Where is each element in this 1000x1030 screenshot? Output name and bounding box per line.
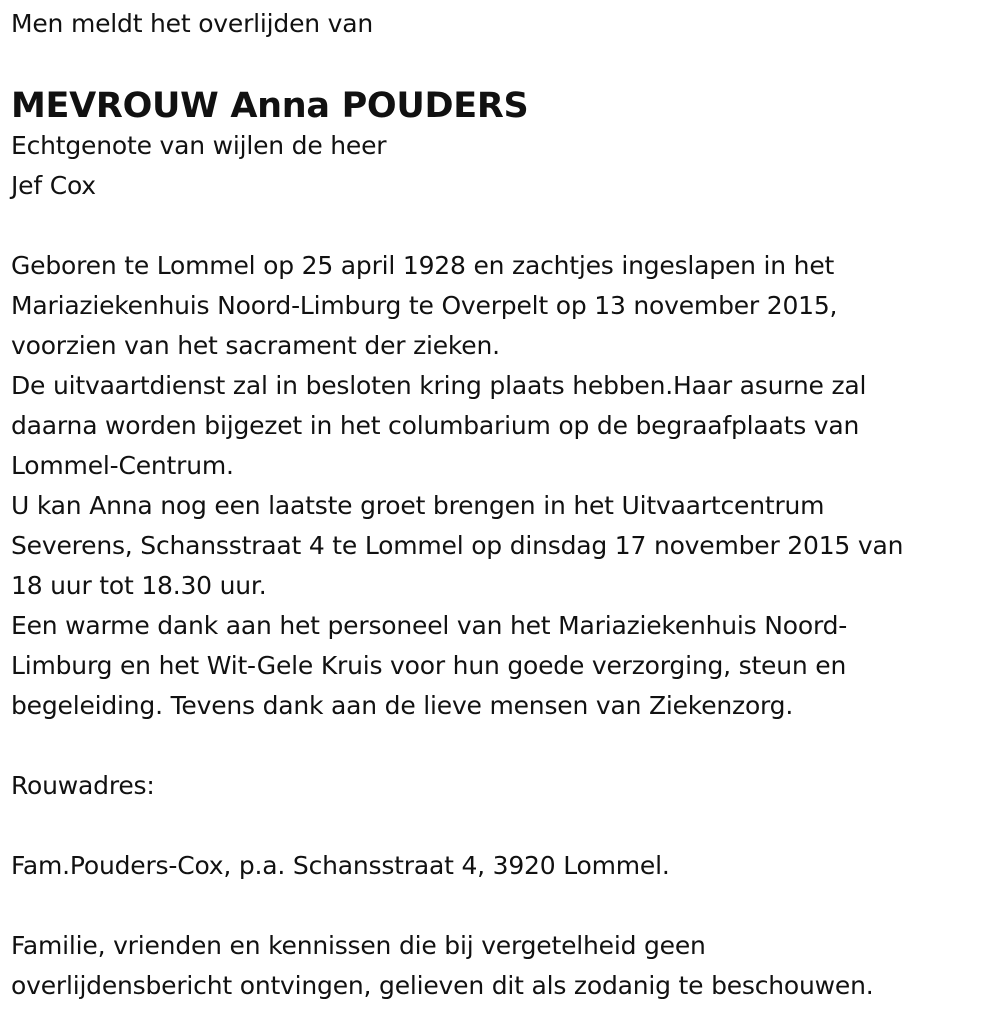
intro-text: Men meldt het overlijden van [11, 9, 374, 38]
mourning-address: Fam.Pouders-Cox, p.a. Schansstraat 4, 3920 Lommel. [11, 851, 670, 880]
spacer [11, 726, 986, 766]
body-line: Een warme dank aan het personeel van het Mariaziekenhuis Noord- [11, 611, 848, 640]
body-line: Limburg en het Wit-Gele Kruis voor hun goede verzorging, steun en [11, 651, 847, 680]
body-line: Geboren te Lommel op 25 april 1928 en zachtjes ingeslapen in het [11, 251, 835, 280]
body-line: daarna worden bijgezet in het columbarium op de begraafplaats van [11, 411, 860, 440]
spouse-name: Jef Cox [11, 171, 96, 200]
body-line: begeleiding. Tevens dank aan de lieve mensen van Ziekenzorg. [11, 691, 794, 720]
body-line: De uitvaartdienst zal in besloten kring plaats hebben.Haar asurne zal [11, 371, 867, 400]
body-line: 18 uur tot 18.30 uur. [11, 571, 267, 600]
closing-line: overlijdensbericht ontvingen, gelieven dit als zodanig te beschouwen. [11, 971, 874, 1000]
body-line: Lommel-Centrum. [11, 451, 234, 480]
spacer [11, 886, 986, 926]
closing-line: Familie, vrienden en kennissen die bij vergetelheid geen [11, 931, 706, 960]
death-notice [11, 4, 986, 1006]
deceased-name: MEVROUW Anna POUDERS [11, 86, 529, 126]
body-line: Severens, Schansstraat 4 te Lommel op dinsdag 17 november 2015 van [11, 531, 904, 560]
spouse-block [11, 126, 986, 206]
address-label: Rouwadres: [11, 771, 155, 800]
notice-body [11, 246, 986, 726]
spacer [11, 206, 986, 246]
spacer [11, 806, 986, 846]
body-line: voorzien van het sacrament der zieken. [11, 331, 500, 360]
spouse-line: Echtgenote van wijlen de heer [11, 131, 387, 160]
body-line: Mariaziekenhuis Noord-Limburg te Overpelt op 13 november 2015, [11, 291, 838, 320]
body-line: U kan Anna nog een laatste groet brengen in het Uitvaartcentrum [11, 491, 825, 520]
closing-note [11, 926, 986, 1006]
